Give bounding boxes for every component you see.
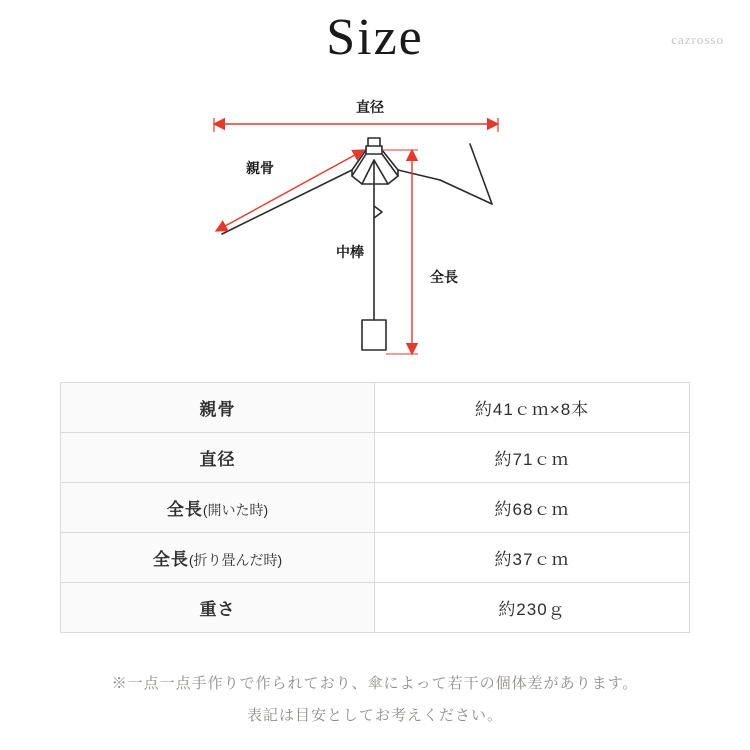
spec-label bbox=[61, 533, 375, 583]
spec-label-text: 全長 bbox=[152, 550, 189, 569]
spec-value: 約230ｇ bbox=[375, 583, 690, 633]
table-row bbox=[61, 483, 690, 533]
footer-notes bbox=[0, 668, 750, 732]
brand-logo: cazrosso bbox=[671, 32, 724, 47]
spec-label bbox=[61, 583, 375, 633]
spec-value: 約68ｃｍ bbox=[375, 483, 690, 533]
note-line-2: 表記は目安としてお考えください。 bbox=[246, 707, 503, 724]
spec-label bbox=[61, 483, 375, 533]
note-line-1: ※一点一点手作りで作られており、傘によって若干の個体差があります。 bbox=[111, 675, 639, 692]
spec-label-sub: (折り畳んだ時) bbox=[188, 552, 283, 568]
table-row bbox=[61, 433, 690, 483]
spec-label-text: 親骨 bbox=[199, 400, 236, 419]
umbrella-size-diagram bbox=[0, 88, 750, 373]
spec-value: 約41ｃｍ×8本 bbox=[375, 383, 690, 433]
spec-label-sub: (開いた時) bbox=[202, 502, 269, 518]
table-row bbox=[61, 383, 690, 433]
spec-label-text: 全長 bbox=[166, 500, 203, 519]
table-row bbox=[61, 583, 690, 633]
table-row bbox=[61, 533, 690, 583]
diagram-label-diameter: 直径 bbox=[356, 99, 384, 115]
spec-value: 約71ｃｍ bbox=[375, 433, 690, 483]
spec-label bbox=[61, 383, 375, 433]
diagram-label-total-length: 全長 bbox=[430, 269, 458, 285]
spec-label-text: 重さ bbox=[199, 600, 236, 619]
spec-label-text: 直径 bbox=[199, 450, 236, 469]
spec-table bbox=[60, 382, 690, 633]
diagram-label-shaft: 中棒 bbox=[336, 244, 364, 260]
spec-value: 約37ｃｍ bbox=[375, 533, 690, 583]
page-title: Size bbox=[326, 9, 424, 66]
diagram-label-rib: 親骨 bbox=[246, 160, 274, 176]
spec-label bbox=[61, 433, 375, 483]
